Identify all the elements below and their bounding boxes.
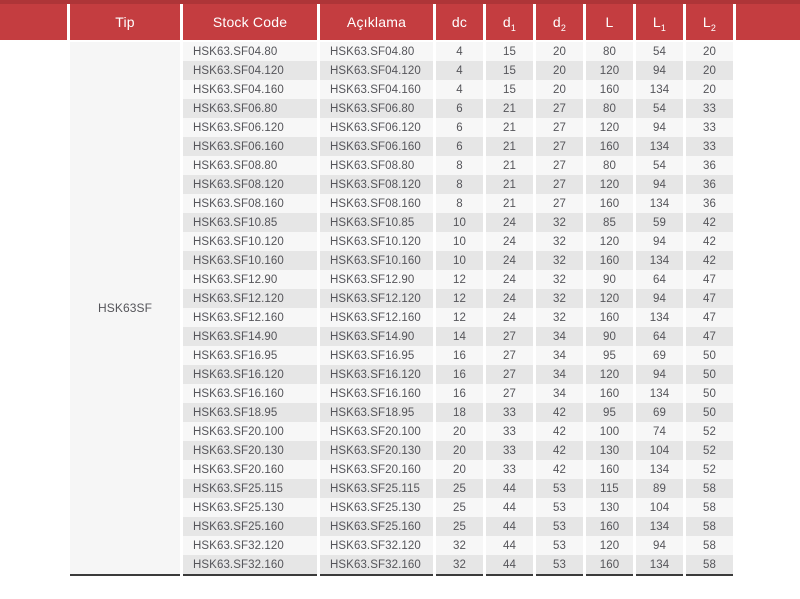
cell-L2: 58 <box>686 555 733 576</box>
cell-d1: 27 <box>486 365 533 384</box>
cell-L: 160 <box>586 517 633 536</box>
cell-aciklama: HSK63.SF04.80 <box>320 42 433 61</box>
cell-d2: 53 <box>536 498 583 517</box>
cell-L1: 94 <box>636 118 683 137</box>
cell-L1: 69 <box>636 346 683 365</box>
cell-d2: 27 <box>536 175 583 194</box>
cell-aciklama: HSK63.SF10.160 <box>320 251 433 270</box>
cell-L2: 42 <box>686 232 733 251</box>
cell-dc: 20 <box>436 422 483 441</box>
col-header-d2 <box>536 4 583 42</box>
cell-dc: 10 <box>436 213 483 232</box>
cell-aciklama: HSK63.SF06.80 <box>320 99 433 118</box>
cell-L1: 64 <box>636 327 683 346</box>
cell-L2: 42 <box>686 213 733 232</box>
cell-d1: 24 <box>486 251 533 270</box>
cell-d2: 20 <box>536 80 583 99</box>
cell-stock_code: HSK63.SF16.120 <box>183 365 317 384</box>
cell-stock_code: HSK63.SF20.160 <box>183 460 317 479</box>
cell-d1: 44 <box>486 536 533 555</box>
cell-L: 160 <box>586 251 633 270</box>
cell-d2: 32 <box>536 289 583 308</box>
cell-aciklama: HSK63.SF25.115 <box>320 479 433 498</box>
cell-L: 80 <box>586 99 633 118</box>
cell-d1: 24 <box>486 213 533 232</box>
cell-L2: 47 <box>686 270 733 289</box>
cell-d2: 27 <box>536 137 583 156</box>
cell-stock_code: HSK63.SF04.160 <box>183 80 317 99</box>
cell-aciklama: HSK63.SF16.160 <box>320 384 433 403</box>
cell-d2: 32 <box>536 232 583 251</box>
col-header-L <box>586 4 633 42</box>
cell-dc: 6 <box>436 99 483 118</box>
cell-L: 85 <box>586 213 633 232</box>
col-header-label: L <box>605 14 614 30</box>
cell-L1: 94 <box>636 289 683 308</box>
col-header-sub: 2 <box>710 22 717 33</box>
cell-aciklama: HSK63.SF32.160 <box>320 555 433 576</box>
cell-L2: 20 <box>686 61 733 80</box>
cell-stock_code: HSK63.SF14.90 <box>183 327 317 346</box>
cell-stock_code: HSK63.SF08.160 <box>183 194 317 213</box>
cell-dc: 6 <box>436 118 483 137</box>
cell-dc: 25 <box>436 517 483 536</box>
cell-stock_code: HSK63.SF06.160 <box>183 137 317 156</box>
cell-aciklama: HSK63.SF25.130 <box>320 498 433 517</box>
cell-stock_code: HSK63.SF06.120 <box>183 118 317 137</box>
cell-L1: 134 <box>636 80 683 99</box>
col-header-label: d <box>502 14 511 30</box>
cell-L1: 54 <box>636 99 683 118</box>
cell-aciklama: HSK63.SF08.160 <box>320 194 433 213</box>
cell-stock_code: HSK63.SF12.160 <box>183 308 317 327</box>
cell-d1: 33 <box>486 441 533 460</box>
cell-L2: 36 <box>686 194 733 213</box>
cell-stock_code: HSK63.SF08.80 <box>183 156 317 175</box>
cell-d1: 27 <box>486 327 533 346</box>
cell-L: 120 <box>586 365 633 384</box>
cell-d2: 34 <box>536 327 583 346</box>
col-header-L1 <box>636 4 683 42</box>
cell-L: 120 <box>586 536 633 555</box>
cell-L2: 58 <box>686 479 733 498</box>
cell-dc: 10 <box>436 232 483 251</box>
cell-d1: 21 <box>486 175 533 194</box>
cell-L2: 20 <box>686 80 733 99</box>
cell-aciklama: HSK63.SF06.160 <box>320 137 433 156</box>
cell-d1: 15 <box>486 61 533 80</box>
cell-aciklama: HSK63.SF08.80 <box>320 156 433 175</box>
cell-L2: 50 <box>686 365 733 384</box>
cell-L1: 134 <box>636 460 683 479</box>
cell-stock_code: HSK63.SF06.80 <box>183 99 317 118</box>
cell-dc: 8 <box>436 156 483 175</box>
cell-L: 120 <box>586 175 633 194</box>
cell-d1: 33 <box>486 460 533 479</box>
cell-aciklama: HSK63.SF16.95 <box>320 346 433 365</box>
cell-dc: 25 <box>436 498 483 517</box>
tip-group-cell: HSK63SF <box>70 42 180 576</box>
cell-dc: 20 <box>436 460 483 479</box>
cell-L1: 134 <box>636 251 683 270</box>
cell-d1: 21 <box>486 137 533 156</box>
cell-aciklama: HSK63.SF10.85 <box>320 213 433 232</box>
cell-d2: 32 <box>536 213 583 232</box>
cell-d2: 42 <box>536 403 583 422</box>
cell-L2: 33 <box>686 99 733 118</box>
cell-d1: 27 <box>486 384 533 403</box>
cell-dc: 20 <box>436 441 483 460</box>
cell-stock_code: HSK63.SF25.160 <box>183 517 317 536</box>
cell-L: 115 <box>586 479 633 498</box>
col-header-stock-code <box>183 4 317 42</box>
cell-L2: 47 <box>686 308 733 327</box>
cell-L1: 59 <box>636 213 683 232</box>
col-header-sub: 1 <box>660 22 667 33</box>
cell-aciklama: HSK63.SF20.100 <box>320 422 433 441</box>
left-margin-cell <box>0 42 67 576</box>
cell-L2: 47 <box>686 327 733 346</box>
cell-L1: 104 <box>636 441 683 460</box>
cell-L: 120 <box>586 118 633 137</box>
cell-aciklama: HSK63.SF18.95 <box>320 403 433 422</box>
cell-L: 160 <box>586 555 633 576</box>
col-header-label: Stock Code <box>212 14 288 30</box>
cell-d1: 15 <box>486 80 533 99</box>
cell-L1: 104 <box>636 498 683 517</box>
cell-L: 80 <box>586 156 633 175</box>
cell-aciklama: HSK63.SF20.160 <box>320 460 433 479</box>
cell-aciklama: HSK63.SF32.120 <box>320 536 433 555</box>
cell-d1: 24 <box>486 270 533 289</box>
cell-aciklama: HSK63.SF25.160 <box>320 517 433 536</box>
cell-d1: 33 <box>486 422 533 441</box>
cell-dc: 16 <box>436 365 483 384</box>
cell-L: 120 <box>586 289 633 308</box>
cell-aciklama: HSK63.SF16.120 <box>320 365 433 384</box>
cell-d2: 53 <box>536 479 583 498</box>
cell-L: 90 <box>586 270 633 289</box>
cell-aciklama: HSK63.SF08.120 <box>320 175 433 194</box>
cell-dc: 32 <box>436 536 483 555</box>
cell-d2: 20 <box>536 61 583 80</box>
cell-L1: 134 <box>636 137 683 156</box>
cell-dc: 6 <box>436 137 483 156</box>
cell-L1: 134 <box>636 517 683 536</box>
cell-L2: 58 <box>686 498 733 517</box>
cell-L1: 134 <box>636 308 683 327</box>
cell-aciklama: HSK63.SF04.120 <box>320 61 433 80</box>
cell-d1: 44 <box>486 555 533 576</box>
cell-d2: 32 <box>536 270 583 289</box>
cell-stock_code: HSK63.SF16.160 <box>183 384 317 403</box>
cell-dc: 10 <box>436 251 483 270</box>
cell-stock_code: HSK63.SF18.95 <box>183 403 317 422</box>
cell-L: 130 <box>586 441 633 460</box>
cell-aciklama: HSK63.SF20.130 <box>320 441 433 460</box>
table-body <box>0 42 800 576</box>
col-header-label: Açıklama <box>346 14 407 30</box>
col-header-label: L <box>652 14 661 30</box>
cell-d1: 15 <box>486 42 533 61</box>
cell-L: 120 <box>586 232 633 251</box>
cell-L: 90 <box>586 327 633 346</box>
cell-d1: 44 <box>486 479 533 498</box>
cell-d2: 53 <box>536 517 583 536</box>
cell-L1: 94 <box>636 61 683 80</box>
col-header-label: Tip <box>115 14 135 30</box>
cell-d2: 42 <box>536 460 583 479</box>
cell-L2: 58 <box>686 536 733 555</box>
cell-L1: 134 <box>636 384 683 403</box>
cell-dc: 16 <box>436 346 483 365</box>
cell-stock_code: HSK63.SF04.120 <box>183 61 317 80</box>
cell-L1: 94 <box>636 536 683 555</box>
cell-d2: 34 <box>536 365 583 384</box>
cell-d2: 34 <box>536 384 583 403</box>
cell-L: 95 <box>586 403 633 422</box>
cell-L: 130 <box>586 498 633 517</box>
cell-d1: 21 <box>486 156 533 175</box>
cell-L1: 94 <box>636 365 683 384</box>
cell-stock_code: HSK63.SF12.90 <box>183 270 317 289</box>
cell-L2: 52 <box>686 422 733 441</box>
col-header-sub: 2 <box>560 22 567 33</box>
cell-L2: 58 <box>686 517 733 536</box>
cell-d2: 27 <box>536 118 583 137</box>
cell-dc: 12 <box>436 289 483 308</box>
cell-aciklama: HSK63.SF04.160 <box>320 80 433 99</box>
cell-L: 160 <box>586 137 633 156</box>
cell-dc: 14 <box>436 327 483 346</box>
right-margin-cell <box>736 42 800 576</box>
cell-L: 95 <box>586 346 633 365</box>
col-header-d1 <box>486 4 533 42</box>
cell-dc: 4 <box>436 80 483 99</box>
cell-aciklama: HSK63.SF06.120 <box>320 118 433 137</box>
cell-d2: 27 <box>536 194 583 213</box>
table-row <box>0 42 800 61</box>
cell-L1: 134 <box>636 194 683 213</box>
cell-L1: 89 <box>636 479 683 498</box>
cell-d1: 33 <box>486 403 533 422</box>
cell-L1: 54 <box>636 42 683 61</box>
cell-aciklama: HSK63.SF12.90 <box>320 270 433 289</box>
cell-stock_code: HSK63.SF20.130 <box>183 441 317 460</box>
cell-aciklama: HSK63.SF14.90 <box>320 327 433 346</box>
cell-d1: 21 <box>486 99 533 118</box>
col-header-label: dc <box>451 14 468 30</box>
cell-d1: 21 <box>486 118 533 137</box>
cell-L2: 36 <box>686 175 733 194</box>
col-header-label: d <box>552 14 561 30</box>
col-header-sub: 1 <box>510 22 517 33</box>
cell-aciklama: HSK63.SF12.120 <box>320 289 433 308</box>
cell-L: 160 <box>586 194 633 213</box>
cell-stock_code: HSK63.SF16.95 <box>183 346 317 365</box>
cell-L: 160 <box>586 308 633 327</box>
cell-d2: 27 <box>536 99 583 118</box>
cell-L1: 94 <box>636 232 683 251</box>
cell-d1: 21 <box>486 194 533 213</box>
cell-dc: 4 <box>436 61 483 80</box>
cell-stock_code: HSK63.SF25.115 <box>183 479 317 498</box>
cell-L: 160 <box>586 460 633 479</box>
cell-L: 160 <box>586 384 633 403</box>
col-header-tip <box>70 4 180 42</box>
cell-d2: 42 <box>536 422 583 441</box>
header-row <box>0 4 800 42</box>
tool-holder-spec-table <box>0 4 800 576</box>
cell-L: 100 <box>586 422 633 441</box>
cell-dc: 4 <box>436 42 483 61</box>
cell-d1: 24 <box>486 289 533 308</box>
header-spacer-left <box>0 4 67 42</box>
cell-dc: 32 <box>436 555 483 576</box>
cell-L1: 94 <box>636 175 683 194</box>
cell-d2: 34 <box>536 346 583 365</box>
cell-d2: 32 <box>536 251 583 270</box>
cell-dc: 18 <box>436 403 483 422</box>
cell-L: 80 <box>586 42 633 61</box>
cell-L1: 64 <box>636 270 683 289</box>
cell-L2: 20 <box>686 42 733 61</box>
cell-stock_code: HSK63.SF08.120 <box>183 175 317 194</box>
cell-L2: 33 <box>686 137 733 156</box>
header-spacer-right <box>736 4 800 42</box>
cell-dc: 16 <box>436 384 483 403</box>
cell-L2: 52 <box>686 441 733 460</box>
cell-dc: 8 <box>436 194 483 213</box>
cell-aciklama: HSK63.SF12.160 <box>320 308 433 327</box>
cell-L2: 52 <box>686 460 733 479</box>
cell-d1: 27 <box>486 346 533 365</box>
cell-L2: 50 <box>686 403 733 422</box>
cell-dc: 8 <box>436 175 483 194</box>
cell-d2: 20 <box>536 42 583 61</box>
cell-dc: 25 <box>436 479 483 498</box>
cell-L1: 134 <box>636 555 683 576</box>
col-header-L2 <box>686 4 733 42</box>
col-header-aciklama <box>320 4 433 42</box>
table-header <box>0 4 800 42</box>
cell-L1: 74 <box>636 422 683 441</box>
cell-d2: 53 <box>536 536 583 555</box>
col-header-dc <box>436 4 483 42</box>
cell-L: 120 <box>586 61 633 80</box>
cell-d2: 27 <box>536 156 583 175</box>
cell-stock_code: HSK63.SF12.120 <box>183 289 317 308</box>
cell-d1: 44 <box>486 498 533 517</box>
cell-stock_code: HSK63.SF25.130 <box>183 498 317 517</box>
cell-L2: 50 <box>686 384 733 403</box>
cell-L2: 42 <box>686 251 733 270</box>
cell-d1: 24 <box>486 308 533 327</box>
cell-L1: 54 <box>636 156 683 175</box>
cell-L2: 50 <box>686 346 733 365</box>
cell-d1: 24 <box>486 232 533 251</box>
cell-stock_code: HSK63.SF04.80 <box>183 42 317 61</box>
cell-d2: 32 <box>536 308 583 327</box>
cell-stock_code: HSK63.SF32.160 <box>183 555 317 576</box>
cell-d2: 42 <box>536 441 583 460</box>
col-header-label: L <box>702 14 711 30</box>
cell-stock_code: HSK63.SF32.120 <box>183 536 317 555</box>
cell-L2: 36 <box>686 156 733 175</box>
cell-L1: 69 <box>636 403 683 422</box>
cell-dc: 12 <box>436 308 483 327</box>
cell-L2: 33 <box>686 118 733 137</box>
cell-L: 160 <box>586 80 633 99</box>
cell-dc: 12 <box>436 270 483 289</box>
cell-stock_code: HSK63.SF10.120 <box>183 232 317 251</box>
cell-aciklama: HSK63.SF10.120 <box>320 232 433 251</box>
cell-stock_code: HSK63.SF10.160 <box>183 251 317 270</box>
cell-stock_code: HSK63.SF20.100 <box>183 422 317 441</box>
cell-stock_code: HSK63.SF10.85 <box>183 213 317 232</box>
cell-d2: 53 <box>536 555 583 576</box>
cell-d1: 44 <box>486 517 533 536</box>
cell-L2: 47 <box>686 289 733 308</box>
